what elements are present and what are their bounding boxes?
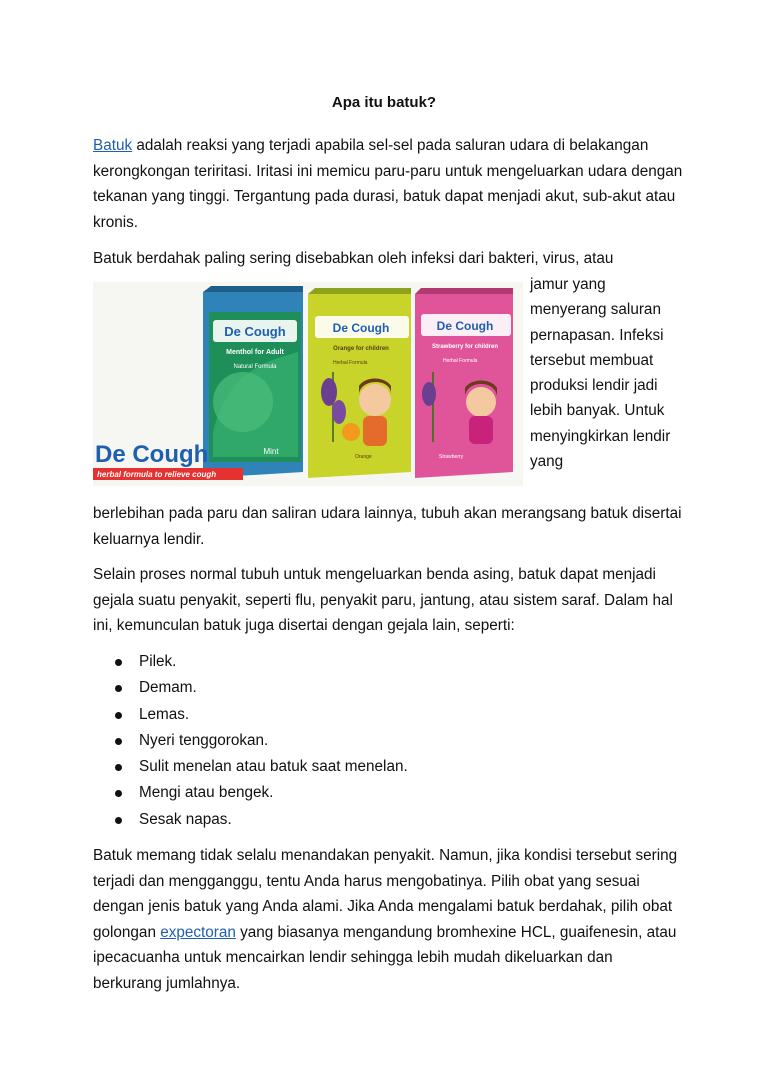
paragraph-treatment-text: Batuk memang tidak selalu menandakan penyakit. Namun, jika kondisi tersebut sering terjadi dan mengganggu, tentu Anda harus mengobatinya. Pilih obat yang sesuai dengan jenis batuk yang Anda alami. Jika Anda mengalami batuk berdahak, pilih obat golongan (93, 847, 678, 941)
bullet-icon (115, 712, 122, 719)
brand-tagline: herbal formula to relieve cough (97, 470, 217, 479)
box2-brand: De Cough (332, 321, 390, 335)
paragraph-symptoms-intro: Selain proses normal tubuh untuk mengeluarkan benda asing, batuk dapat menjadi gejala suatu penyakit, seperti flu, penyakit paru, jantung, atau sistem saraf. Dalam hal ini, kemunculan batuk juga disertai dengan gejala lain, seperti: (93, 566, 673, 634)
bullet-icon (115, 817, 122, 824)
bullet-icon (115, 764, 122, 771)
box1-flavor: Mint (263, 447, 279, 456)
box2-sub: Orange for children (333, 346, 389, 352)
expectoran-link[interactable]: expectoran (160, 923, 236, 941)
paragraph-intro (93, 133, 683, 235)
bullet-icon (115, 738, 122, 745)
list-item: Sesak napas. (93, 807, 653, 833)
bullet-icon (115, 659, 122, 666)
batuk-link[interactable]: Batuk (93, 137, 133, 154)
bullet-icon (115, 685, 122, 692)
paragraph-intro-text: adalah reaksi yang terjadi apabila sel-sel pada saluran udara di belakangan kerongkongan teriritasi. Iritasi ini memicu paru-paru untuk mengeluarkan udara dengan tekanan yang tinggi. Tergantung pada durasi, batuk dapat menjadi akut, sub-akut atau kronis. (93, 137, 683, 231)
box1-note: Natural Formula (233, 364, 277, 370)
paragraph-cause-line: Batuk berdahak paling sering disebabkan oleh infeksi dari bakteri, virus, atau (93, 250, 614, 267)
list-item: Sulit menelan atau batuk saat menelan. (93, 754, 653, 780)
paragraph-cause-end: berlebihan pada paru dan saliran udara lainnya, tubuh akan merangsang batuk disertai keluarnya lendir. (93, 505, 682, 548)
product-image (93, 282, 523, 486)
box3-brand: De Cough (436, 319, 494, 333)
paragraph-treatment (93, 843, 683, 996)
paragraph-cause-wrap: jamur yang menyerang saluran pernapasan. Infeksi tersebut membuat produksi lendir jadi lebih banyak. Untuk menyingkirkan lendir yang (530, 276, 671, 471)
box1-sub: Menthol for Adult (226, 349, 284, 356)
symptom-list (93, 649, 653, 833)
paragraph-treatment-end: yang biasanya mengandung bromhexine HCL, guaifenesin, atau ipecacuanha untuk mencairkan lendir sehingga lebih mudah dikeluarkan dan berkurang jumlahnya. (93, 923, 677, 992)
box3-flavor: Strawberry (439, 454, 464, 460)
product-box-orange (308, 288, 411, 478)
list-item: Nyeri tenggorokan. (93, 728, 653, 754)
page-title: Apa itu batuk? (331, 94, 437, 111)
box2-flavor: Orange (355, 454, 372, 460)
box1-brand: De Cough (224, 324, 286, 339)
list-item: Demam. (93, 675, 653, 701)
product-box-strawberry (415, 288, 513, 478)
box3-sub: Strawberry for children (431, 344, 499, 350)
brand-logo-text: De Cough (95, 441, 209, 468)
list-item: Lemas. (93, 702, 653, 728)
box2-note: Herbal Formula (333, 360, 368, 366)
list-item: Mengi atau bengek. (93, 780, 653, 806)
list-item: Pilek. (93, 649, 653, 675)
product-box-menthol (203, 286, 303, 478)
box3-note: Herbal Formula (443, 358, 478, 364)
bullet-icon (115, 790, 122, 797)
